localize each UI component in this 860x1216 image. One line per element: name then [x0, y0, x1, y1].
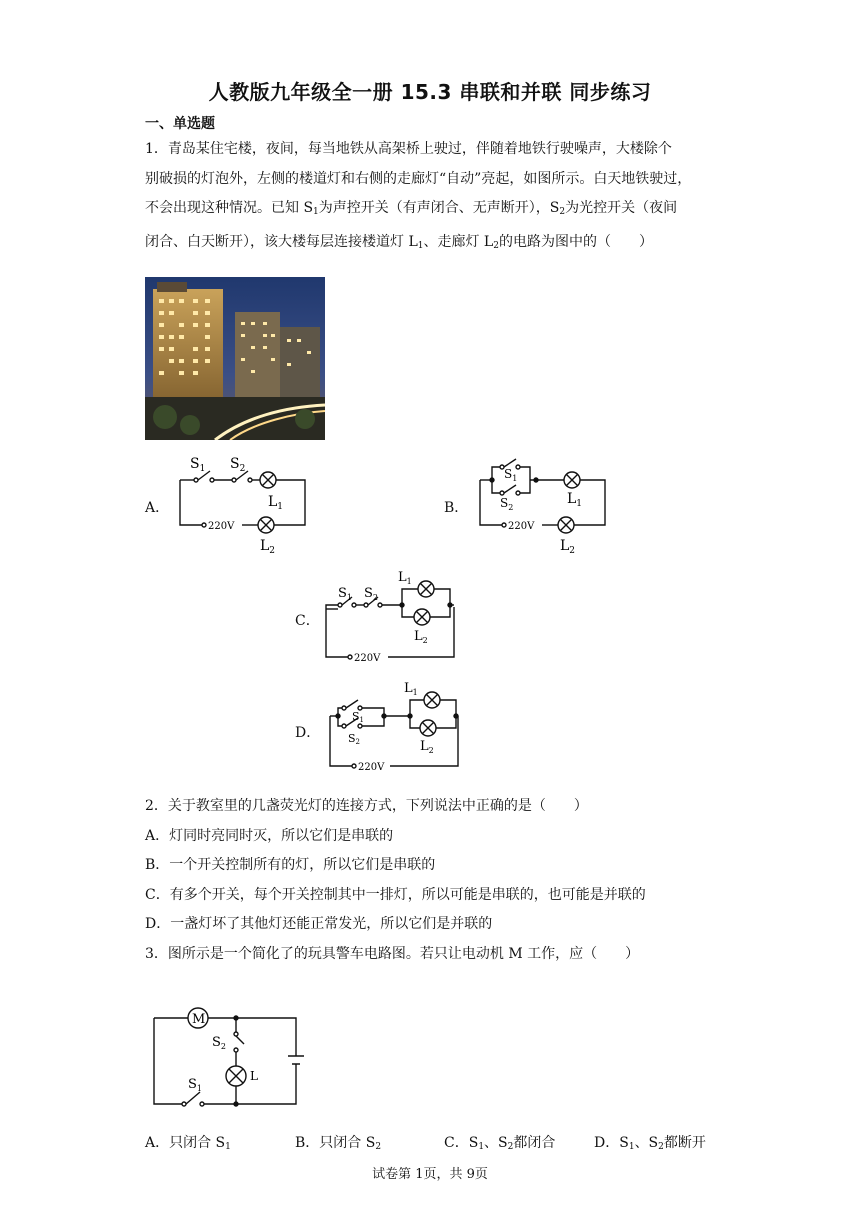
- b-s1-label: $S_1$: [504, 467, 518, 483]
- q3-stem: 3．图所示是一个简化了的玩具警车电路图。若只让电动机 M 工作，应（ ）: [145, 945, 640, 962]
- q2-option-d: D．一盏灯坏了其他灯还能正常发光，所以它们是并联的: [145, 916, 493, 932]
- q2-option-b: B．一个开关控制所有的灯，所以它们是串联的: [145, 857, 436, 873]
- b-s2-label: $S_2$: [500, 496, 514, 512]
- b-l1-label: $L_1$: [567, 491, 583, 509]
- q1-line-1: 1．青岛某住宅楼，夜间，每当地铁从高架桥上驶过，伴随着地铁行驶噪声，大楼除个: [145, 141, 672, 157]
- q3-option-d: D．$S_1$、$S_2$都断开: [594, 1135, 706, 1152]
- d-voltage-label: 220V: [358, 762, 385, 773]
- page-footer: 试卷第 1页，共 9页: [372, 1167, 488, 1182]
- q2-stem: 2．关于教室里的几盏荧光灯的连接方式，下列说法中正确的是（ ）: [145, 798, 588, 814]
- d-s2-label: S2: [348, 732, 361, 746]
- b-voltage-label: 220V: [508, 521, 535, 532]
- q2-option-a: A．灯同时亮同时灭，所以它们是串联的: [145, 827, 394, 844]
- q1-line-4: 闭合、白天断开），该大楼每层连接楼道灯 $L_1$、走廊灯 $L_2$的电路为图中的（ ）: [145, 233, 653, 251]
- c-l2-label: $L_2$: [414, 629, 428, 645]
- q2-option-c: C．有多个开关，每个开关控制其中一排灯，所以可能是串联的，也可能是并联的: [145, 886, 646, 903]
- q3-s2-label: $S_2$: [212, 1035, 226, 1051]
- c-s2-label: $S_2$: [364, 586, 378, 602]
- d-l1-label: $L_1$: [404, 681, 418, 697]
- building-night-photo: [145, 277, 325, 440]
- a-l1-label: $L_1$: [268, 494, 284, 512]
- question-2: [145, 792, 765, 969]
- c-l1-label: $L_1$: [398, 570, 412, 586]
- circuit-diagram-b: [470, 455, 615, 555]
- a-voltage-label: 220V: [208, 521, 235, 532]
- q3-option-b: B．只闭合 $S_2$: [295, 1135, 382, 1152]
- q1-option-d-label: D．: [295, 725, 321, 741]
- a-l2-label: $L_2$: [260, 538, 276, 555]
- toy-police-car-circuit: [148, 1004, 308, 1114]
- d-s1-label: S1: [352, 710, 365, 724]
- a-s2-label: $S_2$: [230, 456, 246, 474]
- q1-line-3: 不会出现这种情况。已知 $S_1$为声控开关（有声闭合、无声断开），$S_2$为光控开关（夜间: [145, 200, 678, 217]
- lamp-label: L: [250, 1069, 258, 1083]
- c-s1-label: $S_1$: [338, 586, 352, 602]
- q3-option-c: C．$S_1$、$S_2$都闭合: [444, 1135, 556, 1152]
- section-heading: 一、单选题: [145, 116, 215, 132]
- c-voltage-label: 220V: [354, 653, 381, 664]
- b-l2-label: $L_2$: [560, 538, 576, 555]
- q1-option-c-label: C．: [295, 613, 320, 629]
- motor-label: M: [192, 1012, 206, 1027]
- q1-line-2: 别破损的灯泡外，左侧的楼道灯和右侧的走廊灯“自动”亮起，如图所示。白天地铁驶过，: [145, 170, 692, 187]
- q3-option-a: A．只闭合 $S_1$: [145, 1135, 231, 1152]
- q1-option-b-label: B．: [444, 500, 469, 516]
- a-s1-label: $S_1$: [190, 456, 206, 474]
- d-l2-label: $L_2$: [420, 739, 434, 755]
- circuit-diagram-a: [170, 455, 315, 555]
- question-1: [145, 135, 725, 261]
- page-title: 人教版九年级全一册 15.3 串联和并联 同步练习: [208, 80, 652, 104]
- q1-option-a-label: A．: [145, 500, 170, 516]
- circuit-diagram-c: [318, 565, 463, 665]
- circuit-diagram-d: [322, 678, 467, 778]
- q3-s1-label: $S_1$: [188, 1077, 202, 1093]
